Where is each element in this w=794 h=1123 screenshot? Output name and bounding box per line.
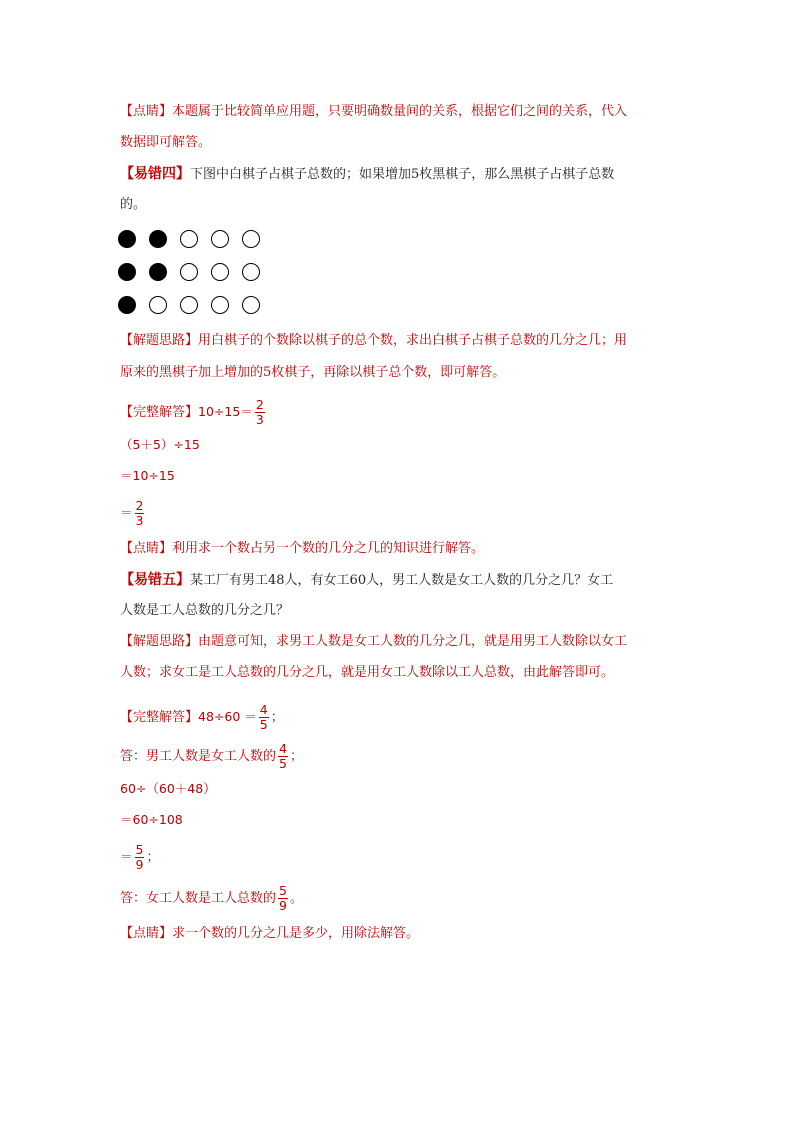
fraction-numerator: 2 bbox=[135, 498, 144, 513]
white-chess-piece bbox=[180, 296, 198, 314]
solution-5-tag: 【解题思路】 bbox=[120, 634, 199, 649]
fraction-numerator: 4 bbox=[279, 741, 287, 756]
answer-4-line-1 bbox=[120, 398, 680, 427]
fraction-denominator: 5 bbox=[259, 717, 268, 732]
solution-4-line-1 bbox=[120, 332, 680, 350]
black-chess-piece bbox=[149, 263, 167, 281]
semicolon: ； bbox=[270, 710, 284, 725]
white-chess-piece bbox=[211, 296, 229, 314]
answer-4-expr: 10÷15＝ bbox=[198, 404, 253, 419]
tip-4-tag: 【点睛】 bbox=[120, 541, 173, 556]
fraction-two-thirds bbox=[255, 398, 265, 427]
answer-5-line-4: ＝60÷108 bbox=[120, 812, 183, 827]
solution-5-line-1 bbox=[120, 633, 680, 651]
fraction-denominator: 3 bbox=[255, 412, 264, 427]
tip-5-tag: 【点睛】 bbox=[120, 926, 173, 941]
solution-4-text: 用白棋子的个数除以棋子的总个数，求出白棋子占棋子总数的几分之几；用 bbox=[198, 333, 628, 348]
period: 。 bbox=[289, 891, 303, 906]
white-chess-piece bbox=[242, 296, 260, 314]
problem-4 bbox=[120, 165, 680, 184]
fraction-four-fifths bbox=[259, 703, 269, 732]
problem-5 bbox=[120, 571, 680, 590]
fraction-denominator: 3 bbox=[135, 513, 144, 528]
problem-4-text: 下图中白棋子占棋子总数的；如果增加5枚黑棋子，那么黑棋子占棋子总数 bbox=[190, 167, 615, 182]
fraction-four-fifths bbox=[278, 742, 288, 771]
fraction-numerator: 2 bbox=[255, 397, 264, 412]
chess-row bbox=[118, 263, 278, 285]
tip-4 bbox=[120, 540, 680, 558]
answer-4-line-2: （5＋5）÷15 bbox=[120, 437, 200, 452]
chess-row bbox=[118, 230, 278, 252]
tip-4-text: 利用求一个数占另一个数的几分之几的知识进行解答。 bbox=[172, 541, 485, 556]
solution-5-text: 由题意可知，求男工人数是女工人数的几分之几，就是用男工人数除以女工 bbox=[198, 634, 628, 649]
semicolon: ； bbox=[289, 749, 303, 764]
white-chess-piece bbox=[149, 296, 167, 314]
equals-sign: ＝ bbox=[120, 849, 133, 864]
fraction-numerator: 5 bbox=[279, 883, 287, 898]
answer-5-line-1 bbox=[120, 703, 680, 732]
answer-5-statement-1 bbox=[120, 742, 680, 771]
answer-4-line-3: ＝10÷15 bbox=[120, 468, 175, 483]
black-chess-piece bbox=[118, 263, 136, 281]
fraction-two-thirds bbox=[135, 499, 145, 528]
white-chess-piece bbox=[242, 263, 260, 281]
answer-5-line-3: 60÷（60＋48） bbox=[120, 781, 216, 796]
fraction-five-ninths bbox=[278, 884, 288, 913]
tip-line-2: 数据即可解答。 bbox=[120, 135, 212, 150]
answer-5-text-1: 答：男工人数是女工人数的 bbox=[120, 749, 277, 764]
answer-5-line-5 bbox=[120, 843, 680, 872]
answer-5-statement-2 bbox=[120, 884, 680, 913]
white-chess-piece bbox=[180, 263, 198, 281]
problem-5-tag: 【易错五】 bbox=[120, 572, 190, 588]
fraction-denominator: 5 bbox=[279, 756, 287, 771]
solution-5-line-2: 人数；求女工是工人总数的几分之几，就是用女工人数除以工人总数，由此解答即可。 bbox=[120, 665, 615, 680]
black-chess-piece bbox=[118, 230, 136, 248]
problem-5-text: 某工厂有男工48人，有女工60人，男工人数是女工人数的几分之几？女工 bbox=[190, 573, 614, 588]
solution-4-tag: 【解题思路】 bbox=[120, 333, 199, 348]
answer-5-text-2: 答：女工人数是工人总数的 bbox=[120, 891, 277, 906]
problem-4-tag: 【易错四】 bbox=[120, 166, 190, 182]
white-chess-piece bbox=[242, 230, 260, 248]
chess-row bbox=[118, 296, 278, 318]
answer-4-line-4 bbox=[120, 499, 680, 528]
white-chess-piece bbox=[180, 230, 198, 248]
tip-5-text: 求一个数的几分之几是多少，用除法解答。 bbox=[172, 926, 420, 941]
tip-line-1: 【点睛】本题属于比较简单应用题，只要明确数量间的关系，根据它们之间的关系，代入 bbox=[120, 104, 628, 119]
white-chess-piece bbox=[211, 230, 229, 248]
problem-4-text-cont: 的。 bbox=[120, 197, 147, 212]
answer-5-expr: 48÷60 ＝ bbox=[198, 709, 257, 724]
answer-4-tag: 【完整解答】 bbox=[120, 405, 199, 420]
white-chess-piece bbox=[211, 263, 229, 281]
solution-4-line-2: 原来的黑棋子加上增加的5枚棋子，再除以棋子总个数，即可解答。 bbox=[120, 365, 506, 380]
equals-sign: ＝ bbox=[120, 505, 133, 520]
black-chess-piece bbox=[149, 230, 167, 248]
fraction-numerator: 5 bbox=[135, 842, 144, 857]
tip-5 bbox=[120, 925, 680, 943]
problem-5-text-cont: 人数是工人总数的几分之几？ bbox=[120, 603, 290, 618]
black-chess-piece bbox=[118, 296, 136, 314]
answer-5-tag: 【完整解答】 bbox=[120, 710, 199, 725]
fraction-denominator: 9 bbox=[135, 857, 144, 872]
fraction-numerator: 4 bbox=[259, 702, 268, 717]
fraction-denominator: 9 bbox=[279, 898, 287, 913]
semicolon: ； bbox=[146, 850, 160, 865]
fraction-five-ninths bbox=[135, 843, 145, 872]
